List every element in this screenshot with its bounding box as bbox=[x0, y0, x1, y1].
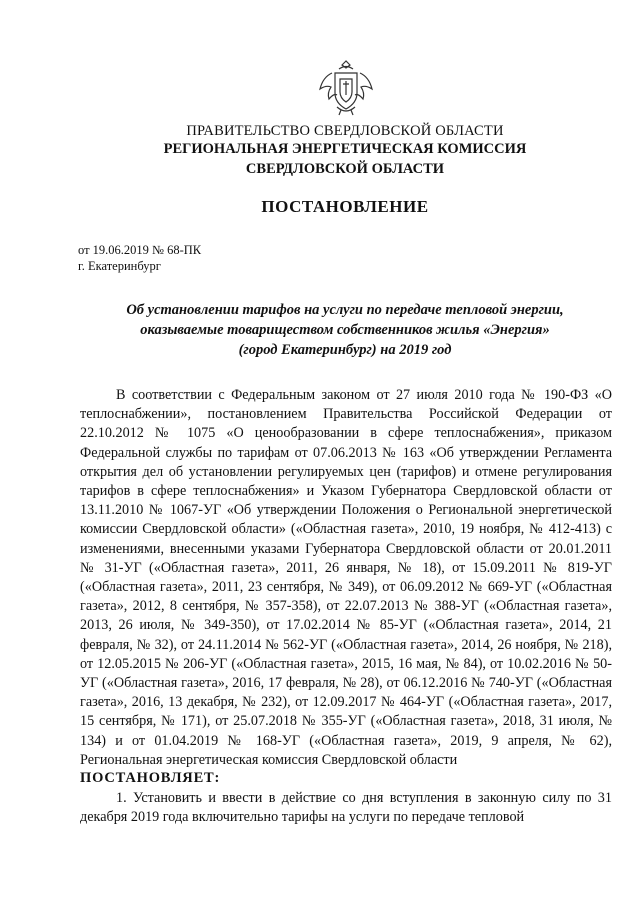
clause-1-paragraph: 1. Установить и ввести в действие со дня вступления в законную силу по 31 декабря 2019 года включительно тарифы на услуги по передаче тепловой bbox=[80, 790, 612, 826]
commission-name-line1: РЕГИОНАЛЬНАЯ ЭНЕРГЕТИЧЕСКАЯ КОМИССИЯ bbox=[163, 141, 527, 157]
document-type: ПОСТАНОВЛЕНИЕ bbox=[261, 197, 429, 216]
title-line: (город Екатеринбург) на 2019 год bbox=[238, 342, 452, 358]
coat-of-arms-emblem-icon bbox=[315, 55, 377, 119]
government-name: ПРАВИТЕЛЬСТВО СВЕРДЛОВСКОЙ ОБЛАСТИ bbox=[186, 123, 504, 139]
title-line: оказываемые товариществом собственников жилья «Энергия» bbox=[140, 322, 550, 338]
title-line: Об установлении тарифов на услуги по передаче тепловой энергии, bbox=[126, 302, 564, 318]
document-city: г. Екатеринбург bbox=[78, 259, 161, 273]
resolves-heading: ПОСТАНОВЛЯЕТ: bbox=[80, 770, 221, 786]
preamble-paragraph: В соответствии с Федеральным законом от 27 июля 2010 года № 190-ФЗ «О теплоснабжении», постановлением Правительства Российской Федерации от 22.10.2012 № 1075 «О ценообразовании в сфере теплоснабжения», приказом Федеральной службы по тарифам от 07.06.2013 № 163 «Об утверждении Регламента открытия дел об установлении регулируемых цен (тарифов) и отмене регулирования тарифов в сфере теплоснабжения» и Указом Губернатора Свердловской области от 13.11.2010 № 1067-УГ «Об утверждении Положения о Региональной энергетической комиссии Свердловской области» («Областная газета», 2010, 19 ноября, № 412-413) с изменениями, внесенными указами Губернатора Свердловской области от 20.01.2011 № 31-УГ («Областная газета», 2011, 26 января, № 18), от 15.09.2011 № 819-УГ («Областная газета», 2011, 23 сентября, № 349), от 06.09.2012 № 669-УГ («Областная газета», 2012, 8 сентября, № 357-358), от 22.07.2013 № 388-УГ («Областная газета», 2013, 26 июля, № 349-350), от 17.02.2014 № 85-УГ («Областная газета», 2014, 21 февраля, № 32), от 24.11.2014 № 562-УГ («Областная газета», 2014, 26 ноября, № 218), от 12.05.2015 № 206-УГ («Областная газета», 2015, 16 мая, № 84), от 10.02.2016 № 50-УГ («Областная газета», 2016, 17 февраля, № 28), от 06.12.2016 № 740-УГ («Областная газета», 2016, 13 декабря, № 232), от 12.09.2017 № 464-УГ («Областная газета», 2017, 15 сентября, № 171), от 25.07.2018 № 355-УГ («Областная газета», 2018, 31 июля, № 134) и от 01.04.2019 № 168-УГ («Областная газета», 2019, 9 апреля, № 62), Региональная энергетическая комиссия Свердловской области bbox=[80, 387, 612, 768]
document-date-number: от 19.06.2019 № 68-ПК bbox=[78, 243, 202, 257]
document-title bbox=[110, 300, 580, 360]
commission-name-line2: СВЕРДЛОВСКОЙ ОБЛАСТИ bbox=[245, 161, 445, 177]
